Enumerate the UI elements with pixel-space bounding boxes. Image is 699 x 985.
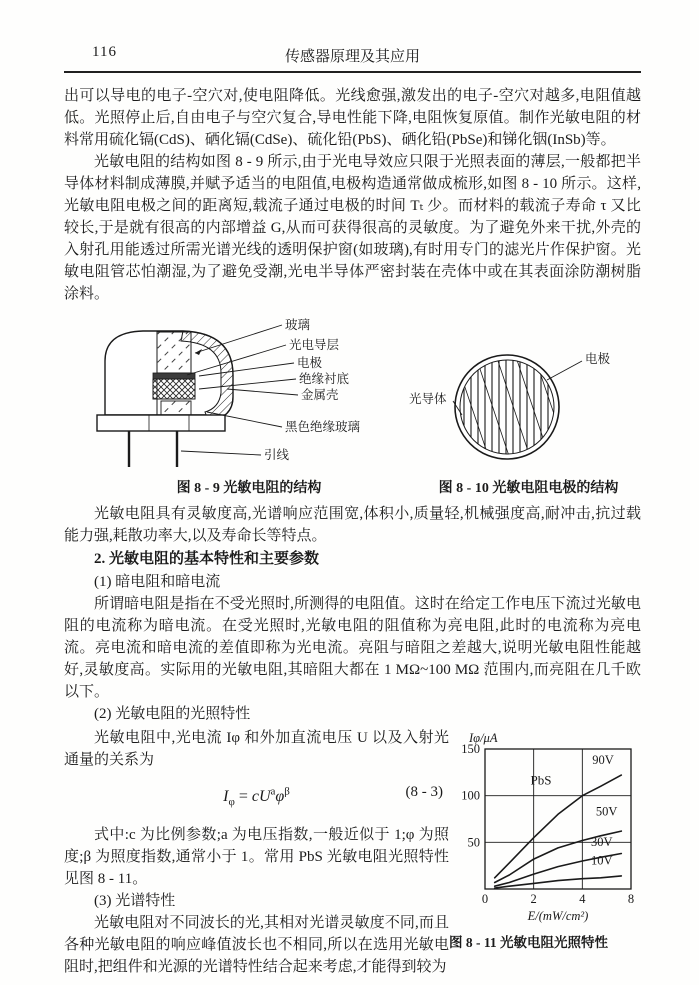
equation-number: (8 - 3) <box>405 784 443 800</box>
series-label-10V: 10V <box>591 853 613 868</box>
equation-8-3 <box>64 779 449 816</box>
leader-metal-shell <box>227 389 298 395</box>
paragraph-materials: 出可以导电的电子-空穴对,使电阻降低。光线愈强,激发出的电子-空穴对越多,电阻值越低。光照停止后,自由电子与空穴复合,导电性能下降,电阻恢复原值。制作光敏电阻的材料常用硫化镉(CdS)、硒化镉(CdSe)、硫化铅(PbS)、硒化铅(PbSe)和锑化铟(InSb)等。 <box>64 88 641 148</box>
page-header <box>64 44 641 73</box>
label-glass: 玻璃 <box>285 318 311 332</box>
equation-lhs-subscript: φ <box>228 796 235 809</box>
figure-8-10 <box>408 339 641 497</box>
paragraph-features: 光敏电阻具有灵敏度高,光谱响应范围宽,体积小,质量轻,机械强度高,耐冲击,抗过载能力强,耗散功率大,以及寿命长等特点。 <box>64 506 641 544</box>
equation-voltage-exponent: a <box>270 786 276 798</box>
paragraph-structure: 光敏电阻的结构如图 8 - 9 所示,由于光电导效应只限于光照表面的薄层,一般都把半导体材料制成薄膜,并赋予适当的电阻值,电极构造通常做成梳形,如图 8 - 10 所示。这样,光敏电阻电极之间的距离短,载流子通过电极的时间 Tₜ 少。而材料的载流子寿命 τ 又比较长,于是就有很高的内部增益 G,从而可获得很高的灵敏度。为了避免外来干扰,外壳的入射孔用能透过所需光谱光线的透明保护窗(如玻璃),有时用专门的滤光片作保护窗。光敏电阻管芯怕潮湿,为了避免受潮,光电半导体严密封装在壳体中或在其表面涂防潮树脂涂料。 <box>64 154 641 302</box>
disc-inner-ring <box>460 360 554 454</box>
label-black-insulating-glass: 黑色绝缘玻璃 <box>285 420 361 434</box>
running-title: 传感器原理及其应用 <box>284 49 420 65</box>
two-column-region <box>64 727 641 978</box>
figure-8-9-caption: 图 8 - 9 光敏电阻的结构 <box>176 481 322 496</box>
paragraph-equation-terms: 式中:c 为比例参数;a 为电压指数,一般近似于 1;φ 为照度;β 为照度指数,通常小于 1。常用 PbS 光敏电阻光照特性见图 8 - 11。 <box>64 826 449 887</box>
leader-lead-wire <box>181 451 261 455</box>
paragraph-photocurrent-relation: 光敏电阻中,光电流 Iφ 和外加直流电压 U 以及入射光通量的关系为 <box>64 730 449 768</box>
label-photoconductor: 光导体 <box>408 392 447 406</box>
chart-column <box>449 727 641 978</box>
leader-electrode <box>547 361 582 380</box>
photoresistor-structure-drawing <box>89 315 409 473</box>
figure-8-9 <box>84 315 414 497</box>
series-label-90V: 90V <box>592 752 614 767</box>
item-dark-resistance: (1) 暗电阻和暗电流 <box>94 574 221 590</box>
y-tick-label: 100 <box>461 788 480 803</box>
paragraph-dark-resistance: 所谓暗电阻是指在不受光照时,所测得的电阻值。这时在给定工作电压下流过光敏电阻的电流称为暗电流。在受光照时,光敏电阻的阻值称为亮电阻,此时的电流称为亮电流。亮电流和暗电流的差值即称为光电流。亮阻与暗阻之差越大,说明光敏电阻性能越好,灵敏度高。实际用的光敏电阻,其暗阻大都在 1 MΩ~100 MΩ 范围内,而亮阻在几千欧以下。 <box>64 596 641 700</box>
electrode-structure-drawing <box>404 339 654 473</box>
x-tick-label: 0 <box>481 892 489 906</box>
equation-body <box>223 786 290 809</box>
base-flange <box>97 415 225 431</box>
page-number: 116 <box>92 44 117 60</box>
label-lead-wire: 引线 <box>264 448 290 462</box>
material-annotation: PbS <box>530 772 552 788</box>
paragraph-spectral: 光敏电阻对不同波长的光,其相对光谱灵敏度不同,而且各种光敏电阻的响应峰值波长也不相同,所以在选用光敏电阻时,把组件和光源的光谱特性结合起来考虑,才能得到较为 <box>64 914 449 975</box>
label-electrode: 电极 <box>584 352 610 366</box>
figure-8-10-caption: 图 8 - 10 光敏电阻电极的结构 <box>438 481 619 496</box>
x-tick-label: 2 <box>530 892 537 906</box>
equation-coefficient: cU <box>251 788 271 806</box>
light-characteristic-chart <box>449 733 641 923</box>
curve-10V <box>495 876 622 888</box>
section-heading: 2. 光敏电阻的基本特性和主要参数 <box>94 551 320 567</box>
left-text-column <box>64 727 449 978</box>
equation-lhs: I <box>223 788 229 806</box>
insulating-substrate-block <box>153 379 195 399</box>
item-illumination-characteristic: (2) 光敏电阻的光照特性 <box>94 706 251 722</box>
x-tick-label: 4 <box>579 892 586 906</box>
equation-equals: = <box>234 788 252 806</box>
x-axis-title: E/(mW/cm²) <box>527 909 589 923</box>
label-metal-shell: 金属壳 <box>301 388 339 402</box>
figure-8-11-caption: 图 8 - 11 光敏电阻光照特性 <box>449 935 609 950</box>
item-spectral-characteristic: (3) 光谱特性 <box>94 892 176 909</box>
series-label-50V: 50V <box>595 804 618 819</box>
label-photoconductive-layer: 光电导层 <box>289 338 340 352</box>
series-label-30V: 30V <box>591 835 613 850</box>
label-insulating-substrate: 绝缘衬底 <box>299 372 350 386</box>
electrode-bar <box>153 373 195 379</box>
y-tick-label: 50 <box>467 835 480 850</box>
x-tick-label: 8 <box>627 892 635 906</box>
figures-row <box>64 315 641 497</box>
equation-flux-exponent: β <box>284 786 290 798</box>
plot-border <box>485 749 631 889</box>
black-insulating-glass-block <box>161 401 191 415</box>
glass-window <box>157 332 191 373</box>
label-electrode: 电极 <box>297 356 323 370</box>
y-axis-title: Iφ/μA <box>469 733 498 745</box>
y-tick-label: 150 <box>461 742 480 756</box>
equation-flux-symbol: φ <box>275 788 285 806</box>
